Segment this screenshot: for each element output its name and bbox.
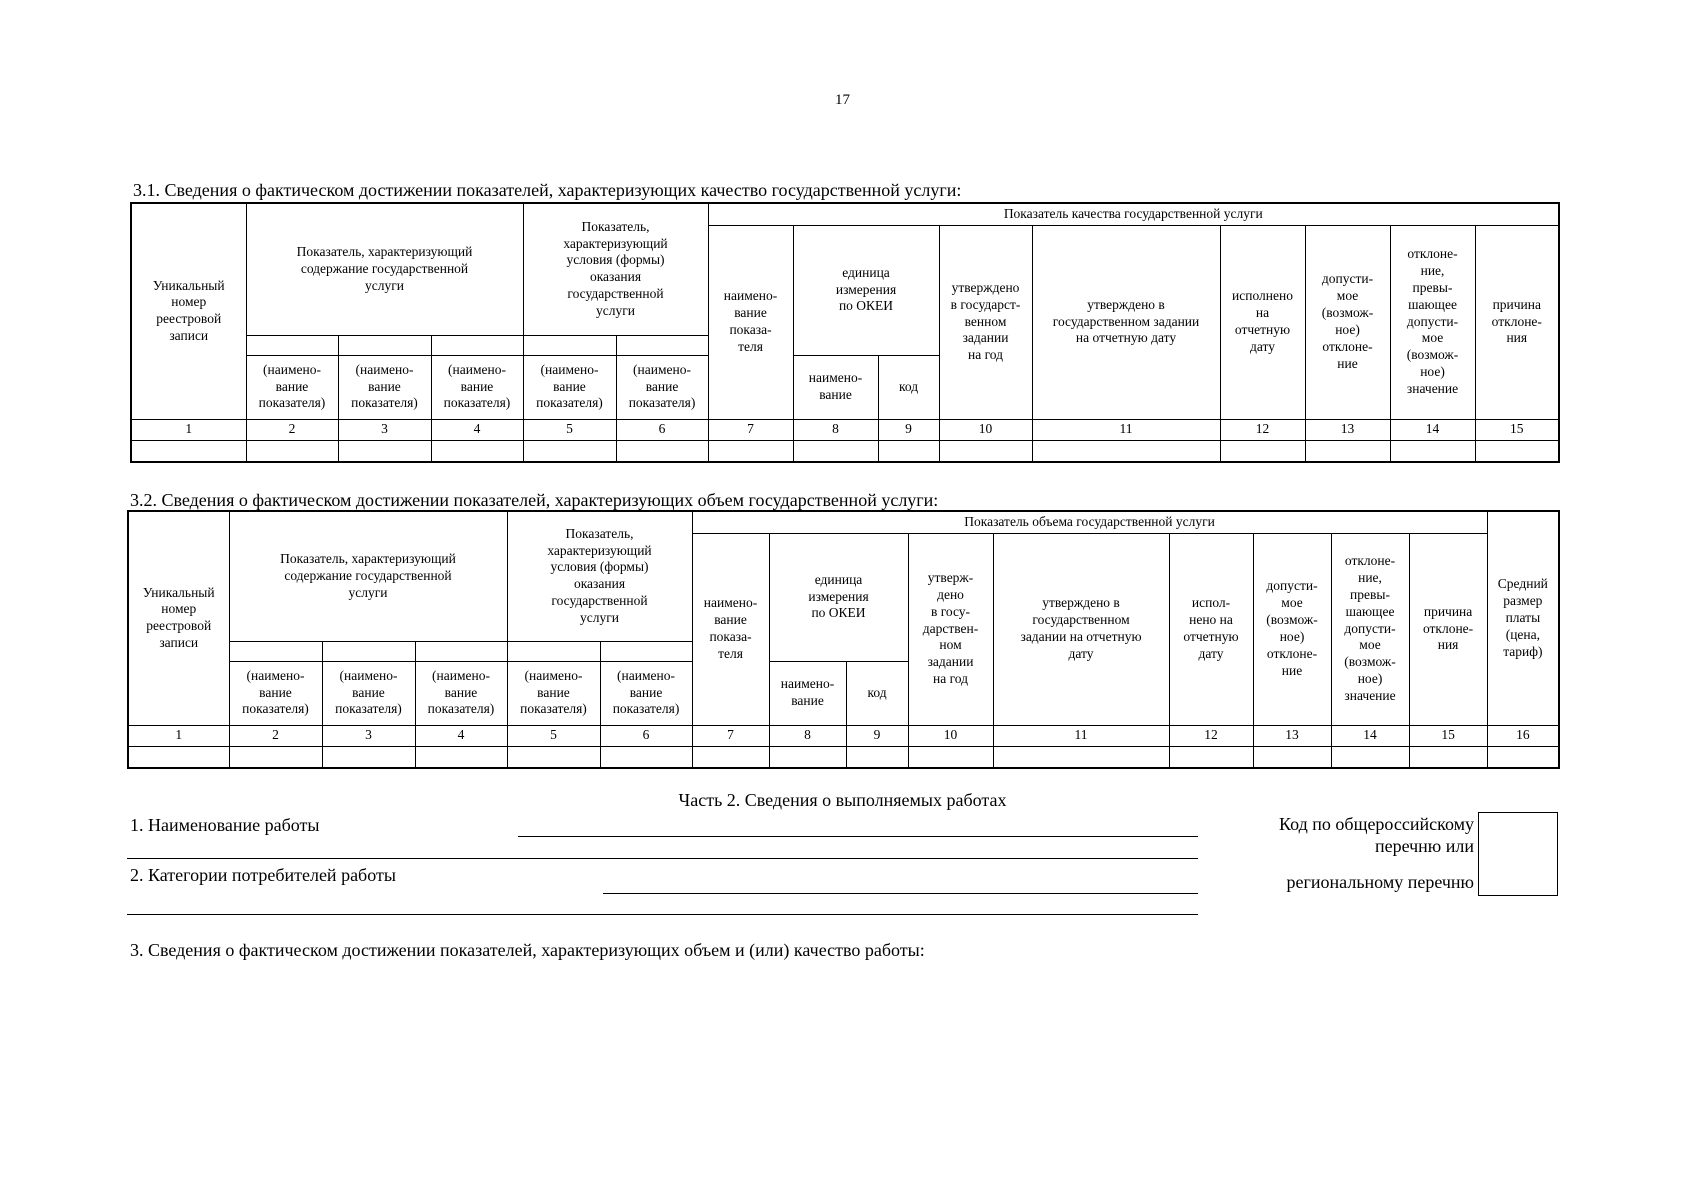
code-box[interactable] — [1478, 812, 1558, 896]
col-unique-number: Уникальный номер реестровой записи — [131, 203, 246, 419]
data-cell[interactable] — [1220, 440, 1305, 462]
col-executed: исполнено на отчетную дату — [1220, 225, 1305, 419]
col-indicator-name: наимено- вание показа- теля — [692, 533, 769, 725]
sub-indicator-name: (наимено- вание показателя) — [338, 355, 431, 419]
col-number: 8 — [769, 725, 846, 746]
work-name-line-2[interactable] — [127, 858, 1198, 859]
col-indicator-name: наимено- вание показа- теля — [708, 225, 793, 419]
col-approved-date: утверждено в государственном задании на отчетную дату — [1032, 225, 1220, 419]
data-cell[interactable] — [322, 746, 415, 768]
data-cell[interactable] — [1409, 746, 1487, 768]
col-allowed-deviation: допусти- мое (возмож- ное) отклоне- ние — [1305, 225, 1390, 419]
data-cell[interactable] — [846, 746, 908, 768]
sub-indicator-name: (наимено- вание показателя) — [229, 661, 322, 725]
work-name-line[interactable] — [518, 836, 1198, 837]
col-number: 2 — [246, 419, 338, 440]
data-cell[interactable] — [878, 440, 939, 462]
data-cell[interactable] — [600, 746, 692, 768]
col-conditions-indicator: Показатель, характеризующий условия (формы) оказания государственной услуги — [523, 203, 708, 335]
data-cell[interactable] — [338, 440, 431, 462]
column-numbers-row — [128, 725, 1559, 746]
data-cell[interactable] — [131, 440, 246, 462]
blank-cell — [338, 335, 431, 355]
consumers-line-2[interactable] — [127, 914, 1198, 915]
col-number: 4 — [431, 419, 523, 440]
col-approved-year: утверждено в государст- венном задании на год — [939, 225, 1032, 419]
blank-cell — [507, 641, 600, 661]
data-cell[interactable] — [523, 440, 616, 462]
sub-indicator-name: (наимено- вание показателя) — [415, 661, 507, 725]
col-number: 14 — [1331, 725, 1409, 746]
col-executed: испол- нено на отчетную дату — [1169, 533, 1253, 725]
col-approved-date: утверждено в государственном задании на отчетную дату — [993, 533, 1169, 725]
col-deviation-reason: причина отклоне- ния — [1475, 225, 1559, 419]
col-number: 5 — [523, 419, 616, 440]
blank-cell — [246, 335, 338, 355]
col-approved-year: утверж- дено в госу- дарствен- ном задании на год — [908, 533, 993, 725]
col-number: 9 — [846, 725, 908, 746]
sub-unit-name: наимено- вание — [769, 661, 846, 725]
sub-indicator-name: (наимено- вание показателя) — [431, 355, 523, 419]
col-number: 6 — [600, 725, 692, 746]
col-number: 7 — [708, 419, 793, 440]
col-exceeding-deviation: отклоне- ние, превы- шающее допусти- мое (возмож- ное) значение — [1331, 533, 1409, 725]
col-number: 10 — [908, 725, 993, 746]
code-label-line3: региональному перечню — [1286, 872, 1474, 892]
consumers-line[interactable] — [603, 893, 1198, 894]
section-3-2-title: 3.2. Сведения о фактическом достижении показателей, характеризующих объем государственной услуги: — [130, 490, 939, 510]
sub-indicator-name: (наимено- вание показателя) — [616, 355, 708, 419]
col-number: 12 — [1169, 725, 1253, 746]
col-volume-group: Показатель объема государственной услуги — [692, 511, 1487, 533]
quality-indicators-table — [130, 202, 1560, 463]
data-cell[interactable] — [1253, 746, 1331, 768]
data-cell[interactable] — [415, 746, 507, 768]
data-cell[interactable] — [1390, 440, 1475, 462]
sub-unit-name: наимено- вание — [793, 355, 878, 419]
data-cell[interactable] — [908, 746, 993, 768]
part2-title: Часть 2. Сведения о выполняемых работах — [678, 790, 1007, 810]
col-deviation-reason: причина отклоне- ния — [1409, 533, 1487, 725]
col-conditions-indicator: Показатель, характеризующий условия (формы) оказания государственной услуги — [507, 511, 692, 641]
data-cell[interactable] — [939, 440, 1032, 462]
data-cell[interactable] — [1169, 746, 1253, 768]
data-cell[interactable] — [708, 440, 793, 462]
col-exceeding-deviation: отклоне- ние, превы- шающее допусти- мое (возмож- ное) значение — [1390, 225, 1475, 419]
blank-cell — [523, 335, 616, 355]
col-number: 3 — [322, 725, 415, 746]
sub-unit-code: код — [846, 661, 908, 725]
data-cell[interactable] — [692, 746, 769, 768]
code-label-line2: перечню или — [1374, 836, 1474, 856]
data-cell[interactable] — [1475, 440, 1559, 462]
data-cell[interactable] — [793, 440, 878, 462]
col-number: 3 — [338, 419, 431, 440]
data-cell[interactable] — [1032, 440, 1220, 462]
consumers-label: 2. Категории потребителей работы — [130, 865, 396, 885]
sub-indicator-name: (наимено- вание показателя) — [246, 355, 338, 419]
blank-cell — [616, 335, 708, 355]
code-label — [1200, 813, 1474, 893]
col-number: 6 — [616, 419, 708, 440]
data-cell[interactable] — [993, 746, 1169, 768]
data-cell[interactable] — [616, 440, 708, 462]
blank-cell — [415, 641, 507, 661]
work-name-label: 1. Наименование работы — [130, 815, 320, 835]
data-cell[interactable] — [1305, 440, 1390, 462]
section-3-work-title: 3. Сведения о фактическом достижении показателей, характеризующих объем и (или) качество работы: — [130, 940, 925, 960]
data-cell[interactable] — [431, 440, 523, 462]
column-numbers-row — [131, 419, 1559, 440]
col-number: 15 — [1409, 725, 1487, 746]
col-number: 16 — [1487, 725, 1559, 746]
col-number: 2 — [229, 725, 322, 746]
col-number: 1 — [128, 725, 229, 746]
data-cell[interactable] — [246, 440, 338, 462]
col-number: 14 — [1390, 419, 1475, 440]
blank-cell — [600, 641, 692, 661]
col-content-indicator: Показатель, характеризующий содержание государственной услуги — [229, 511, 507, 641]
col-number: 11 — [1032, 419, 1220, 440]
col-number: 5 — [507, 725, 600, 746]
col-number: 8 — [793, 419, 878, 440]
data-cell[interactable] — [1331, 746, 1409, 768]
sub-indicator-name: (наимено- вание показателя) — [523, 355, 616, 419]
code-label-line1: Код по общероссийскому — [1279, 814, 1474, 834]
col-average-fee: Средний размер платы (цена, тариф) — [1487, 511, 1559, 725]
col-number: 10 — [939, 419, 1032, 440]
col-quality-group: Показатель качества государственной услуги — [708, 203, 1559, 225]
col-number: 1 — [131, 419, 246, 440]
data-cell[interactable] — [769, 746, 846, 768]
col-number: 12 — [1220, 419, 1305, 440]
col-content-indicator: Показатель, характеризующий содержание государственной услуги — [246, 203, 523, 335]
data-cell[interactable] — [229, 746, 322, 768]
sub-indicator-name: (наимено- вание показателя) — [600, 661, 692, 725]
col-unit-okei: единица измерения по ОКЕИ — [793, 225, 939, 355]
col-number: 13 — [1305, 419, 1390, 440]
volume-indicators-table — [127, 510, 1560, 769]
col-number: 15 — [1475, 419, 1559, 440]
col-number: 13 — [1253, 725, 1331, 746]
page-number: 17 — [835, 92, 850, 108]
col-number: 9 — [878, 419, 939, 440]
blank-cell — [431, 335, 523, 355]
col-unique-number: Уникальный номер реестровой записи — [128, 511, 229, 725]
col-allowed-deviation: допусти- мое (возмож- ное) отклоне- ние — [1253, 533, 1331, 725]
blank-cell — [322, 641, 415, 661]
data-cell[interactable] — [128, 746, 229, 768]
col-number: 11 — [993, 725, 1169, 746]
col-number: 7 — [692, 725, 769, 746]
data-cell[interactable] — [507, 746, 600, 768]
empty-data-row — [131, 440, 1559, 462]
col-unit-okei: единица измерения по ОКЕИ — [769, 533, 908, 661]
sub-indicator-name: (наимено- вание показателя) — [322, 661, 415, 725]
data-cell[interactable] — [1487, 746, 1559, 768]
blank-cell — [229, 641, 322, 661]
sub-unit-code: код — [878, 355, 939, 419]
col-number: 4 — [415, 725, 507, 746]
empty-data-row — [128, 746, 1559, 768]
sub-indicator-name: (наимено- вание показателя) — [507, 661, 600, 725]
section-3-1-title: 3.1. Сведения о фактическом достижении показателей, характеризующих качество государственной услуги: — [133, 180, 962, 200]
